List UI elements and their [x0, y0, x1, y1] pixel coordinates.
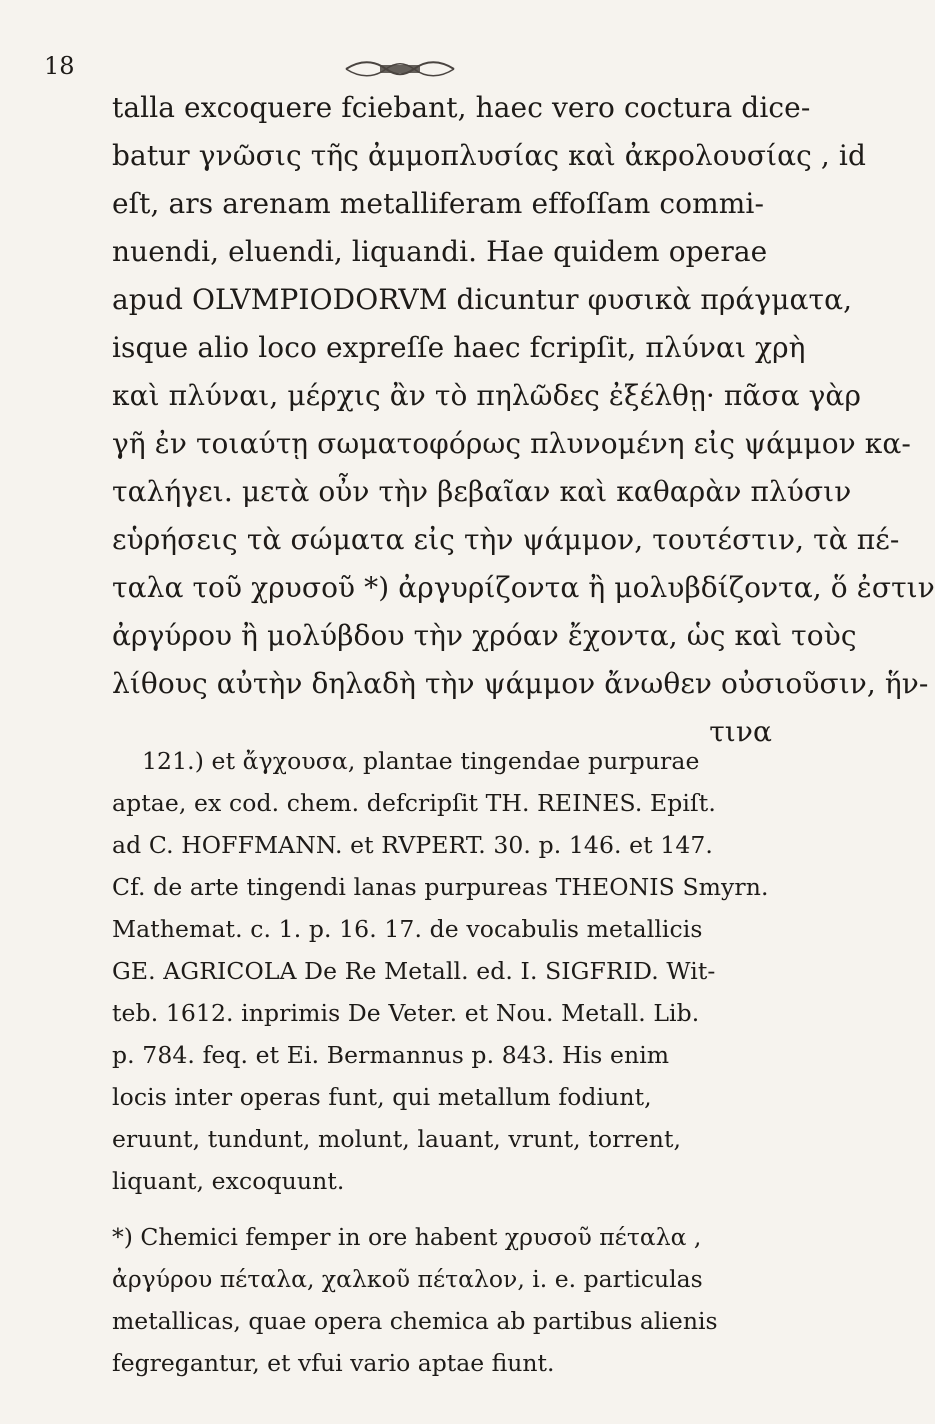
- text-line: ἀργύρου ἢ μολύβδου τὴν χρόαν ἔχοντα, ὡς καὶ τοὺς: [112, 619, 857, 652]
- note-line: aptae, ex cod. chem. defcripſit TH. REINES. Epiſt.: [112, 789, 716, 817]
- text-line: isque alio loco expreſſe haec fcripſit, πλύναι χρὴ: [112, 331, 806, 364]
- text-line: nuendi, eluendi, liquandi. Hae quidem operae: [112, 235, 768, 268]
- notes-section: [112, 740, 772, 1384]
- footnote-line: ἀργύρου πέταλα, χαλκοῦ πέταλον, i. e. particulas: [112, 1265, 703, 1293]
- note-line: 121.) et ἄγχουσα, plantae tingendae purpurae: [142, 747, 700, 775]
- text-line: batur γνῶσις τῆς ἀμμοπλυσίας καὶ ἀκρολουσίας , id: [112, 139, 867, 172]
- catchword: τινα: [709, 715, 772, 748]
- text-line: καὶ πλύναι, μέρχις ἂν τὸ πηλῶδες ἐξέλθῃ· πᾶσα γὰρ: [112, 379, 862, 412]
- text-line: talla excoquere fciebant, haec vero coctura dice-: [112, 91, 811, 124]
- text-line: ταλα τοῦ χρυσοῦ *) ἀργυρίζοντα ἢ μολυβδίζοντα, ὅ ἐστιν: [112, 571, 935, 604]
- text-line: ταλήγει. μετὰ οὖν τὴν βεβαῖαν καὶ καθαρὰν πλύσιν: [112, 475, 852, 508]
- note-line: p. 784. feq. et Ei. Bermannus p. 843. His enim: [112, 1041, 670, 1069]
- text-line: γῆ ἐν τοιαύτῃ σωματοφόρως πλυνομένη εἰς ψάμμον κα-: [112, 427, 911, 460]
- note-line: locis inter operas funt, qui metallum fodiunt,: [112, 1083, 652, 1111]
- note-line: liquant, excoquunt.: [112, 1167, 345, 1195]
- main-text: [112, 84, 935, 756]
- footnote-line: *) Chemici femper in ore habent χρυσοῦ πέταλα ,: [112, 1223, 702, 1251]
- note-line: GE. AGRICOLA De Re Metall. ed. I. SIGFRID. Wit-: [112, 957, 716, 985]
- note-line: Cf. de arte tingendi lanas purpureas THEONIS Smyrn.: [112, 873, 769, 901]
- text-line: λίθους αὐτὴν δηλαδὴ τὴν ψάμμον ἄνωθεν οὐσιοῦσιν, ἥν-: [112, 667, 929, 700]
- note-line: teb. 1612. inprimis De Veter. et Nou. Metall. Lib.: [112, 999, 700, 1027]
- note-line: ad C. HOFFMANN. et RVPERT. 30. p. 146. et 147.: [112, 831, 713, 859]
- footnote-line: metallicas, quae opera chemica ab partibus alienis: [112, 1307, 718, 1335]
- text-line: apud OLVMPIODORVM dicuntur φυσικὰ πράγματα,: [112, 283, 853, 316]
- text-line: εὑρήσεις τὰ σώματα εἰς τὴν ψάμμον, τουτέστιν, τὰ πέ-: [112, 523, 900, 556]
- note-line: eruunt, tundunt, molunt, lauant, vrunt, torrent,: [112, 1125, 682, 1153]
- page-number: 18: [44, 52, 75, 80]
- footnote-line: fegregantur, et vfui vario aptae fiunt.: [112, 1349, 555, 1377]
- spacer: [112, 1202, 772, 1216]
- printer-ornament-icon: [340, 58, 460, 80]
- note-line: Mathemat. c. 1. p. 16. 17. de vocabulis metallicis: [112, 915, 703, 943]
- text-line: eſt, ars arenam metalliferam effoſſam commi-: [112, 187, 765, 220]
